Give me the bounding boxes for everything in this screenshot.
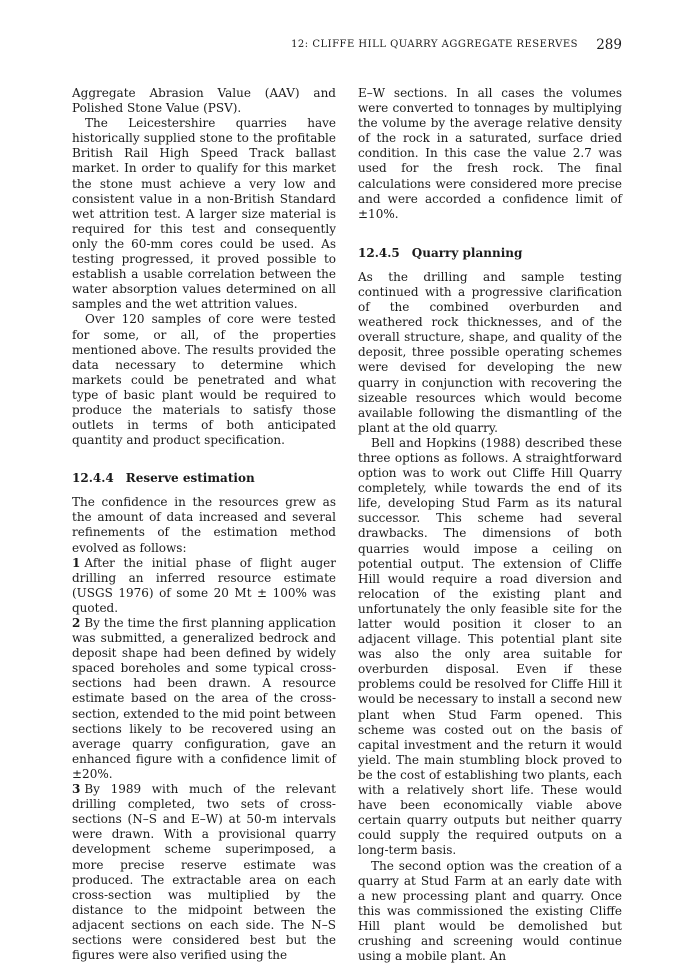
list-item-number: 2 bbox=[72, 616, 80, 630]
list-item bbox=[72, 556, 336, 616]
list-item-number: 3 bbox=[72, 782, 80, 796]
paragraph: The second option was the creation of a quarry at Stud Farm at an early date with a new processing plant and quarry. Once this was commissioned the existing Cliffe Hill plant would be demolished but crushing and screening would continue using a mobile plant. An bbox=[358, 859, 622, 964]
page-header bbox=[72, 38, 622, 54]
section-heading-reserve-estimation bbox=[72, 471, 336, 486]
list-item bbox=[72, 616, 336, 782]
list-item-number: 1 bbox=[72, 556, 80, 570]
section-number: 12.4.5 bbox=[358, 246, 400, 260]
section-title: Quarry planning bbox=[412, 246, 523, 260]
paragraph: The Leicestershire quarries have historically supplied stone to the profitable British Rail High Speed Track ballast market. In order to qualify for this market the stone must achieve a very low and consistent value in a non-British Standard wet attrition test. A larger size material is required for this test and consequently only the 60-mm cores could be used. As testing progressed, it proved possible to establish a usable correlation between the water absorption values determined on all samples and the wet attrition values. bbox=[72, 116, 336, 312]
left-column bbox=[72, 86, 336, 963]
section-heading-quarry-planning bbox=[358, 246, 622, 261]
right-column bbox=[358, 86, 622, 964]
running-head: 12: CLIFFE HILL QUARRY AGGREGATE RESERVES bbox=[291, 39, 578, 50]
list-item-text: By 1989 with much of the relevant drilling completed, two sets of cross-sections (N–S and E–W) at 50-m intervals were drawn. With a provisional quarry development scheme superimposed, a more precise reserve estimate was produced. The extractable area on each cross-section was multiplied by the distance to the midpoint between the adjacent sections on each side. The N–S sections were considered best but the figures were also verified using the bbox=[72, 782, 336, 962]
paragraph: As the drilling and sample testing continued with a progressive clarification of the combined overburden and weathered rock thicknesses, and of the overall structure, shape, and quality of the deposit, three possible operating schemes were devised for developing the new quarry in conjunction with recovering the sizeable resources which would become available following the dismantling of the plant at the old quarry. bbox=[358, 270, 622, 436]
list-item-text: After the initial phase of flight auger drilling an inferred resource estimate (USGS 1976) of some 20 Mt ± 100% was quoted. bbox=[72, 556, 336, 615]
paragraph: E–W sections. In all cases the volumes were converted to tonnages by multiplying the volume by the average relative density of the rock in a saturated, surface dried condition. In this case the value 2.7 was used for the fresh rock. The final calculations were considered more precise and were accorded a confidence limit of ±10%. bbox=[358, 86, 622, 222]
paragraph: Bell and Hopkins (1988) described these three options as follows. A straightforward option was to work out Cliffe Hill Quarry completely, while towards the end of its life, developing Stud Farm as its natural successor. This scheme had several drawbacks. The dimensions of both quarries would impose a ceiling on potential output. The extension of Cliffe Hill would require a road diversion and relocation of the existing plant and unfortunately the only feasible site for the latter would position it closer to an adjacent village. This potential plant site was also the only area suitable for overburden disposal. Even if these problems could be resolved for Cliffe Hill it would be necessary to install a second new plant when Stud Farm opened. This scheme was costed out on the basis of capital investment and the return it would yield. The main stumbling block proved to be the cost of establishing two plants, each with a relatively short life. These would have been economically viable above certain quarry outputs but neither quarry could supply the required outputs on a long-term basis. bbox=[358, 436, 622, 859]
list-item-text: By the time the first planning application was submitted, a generalized bedrock and deposit shape had been defined by widely spaced boreholes and some typical cross-sections had been drawn. A resource estimate based on the area of the cross-section, extended to the mid point between sections likely to be recovered using an average quarry configuration, gave an enhanced figure with a confidence limit of ±20%. bbox=[72, 616, 336, 781]
paragraph: The confidence in the resources grew as the amount of data increased and several refinements of the estimation method evolved as follows: bbox=[72, 495, 336, 555]
section-title: Reserve estimation bbox=[126, 471, 255, 485]
paragraph: Aggregate Abrasion Value (AAV) and Polished Stone Value (PSV). bbox=[72, 86, 336, 116]
page-number: 289 bbox=[596, 37, 622, 53]
section-number: 12.4.4 bbox=[72, 471, 114, 485]
paragraph: Over 120 samples of core were tested for some, or all, of the properties mentioned above. The results provided the data necessary to determine which markets could be penetrated and what type of basic plant would be required to produce the materials to satisfy those outlets in terms of both anticipated quantity and product specification. bbox=[72, 312, 336, 448]
list-item bbox=[72, 782, 336, 963]
